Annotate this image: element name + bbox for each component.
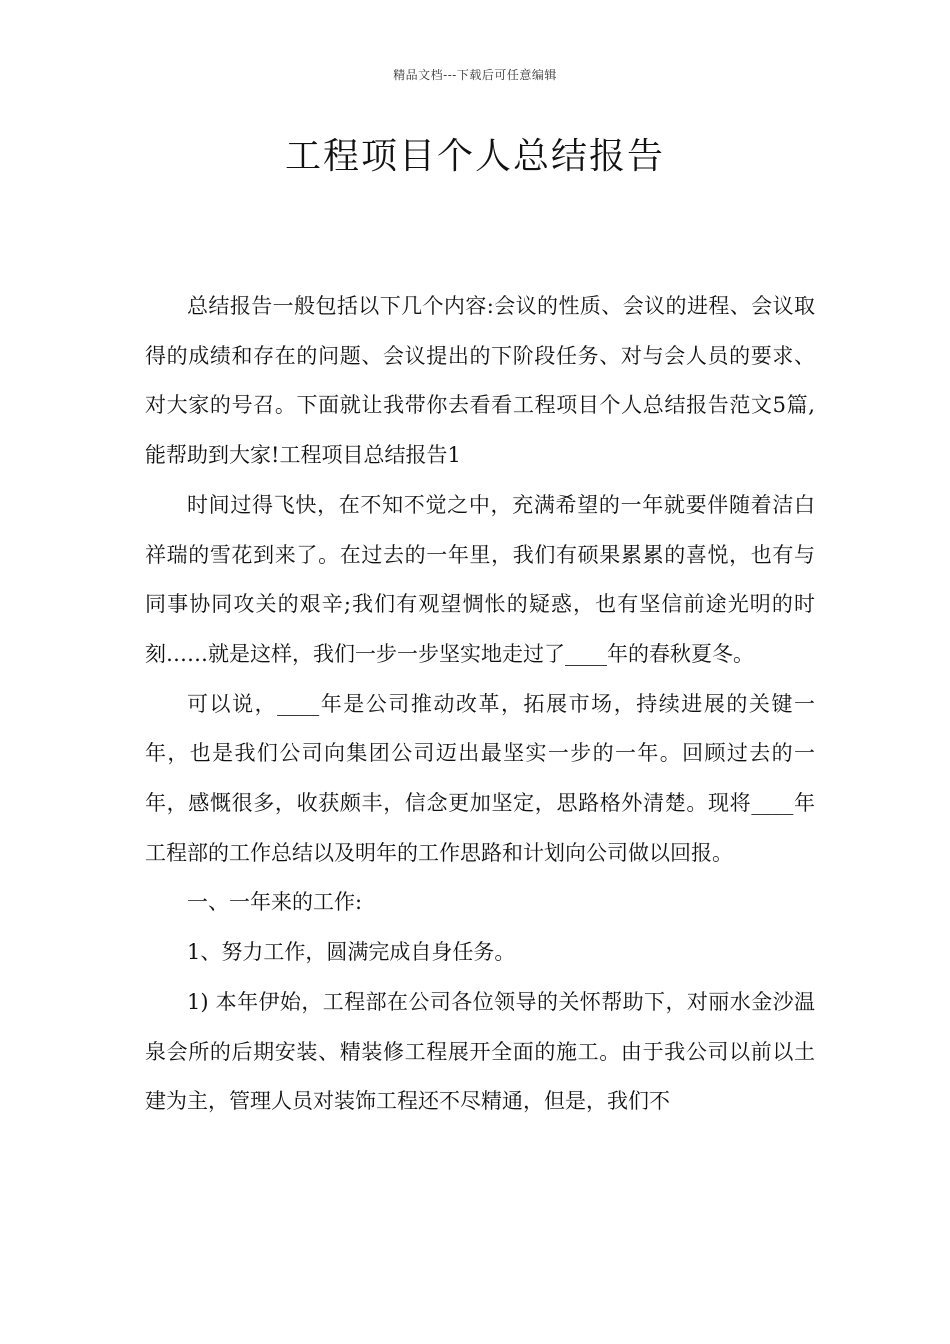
- paragraph-time: 时间过得飞快，在不知不觉之中，充满希望的一年就要伴随着洁白祥瑞的雪花到来了。在过去的一年里，我们有硕果累累的喜悦，也有与同事协同攻关的艰辛;我们有观望惆怅的疑惑，也有坚信前途光明的时刻……就是这样，我们一步一步坚实地走过了____年的春秋夏冬。: [145, 492, 815, 666]
- subsection-heading-tasks: 1、努力工作，圆满完成自身任务。: [187, 940, 516, 965]
- document-body: [145, 282, 815, 1127]
- page-header-note: 精品文档---下载后可任意编辑: [393, 68, 557, 82]
- paragraph-project-start: 1) 本年伊始，工程部在公司各位领导的关怀帮助下，对丽水金沙温泉会所的后期安装、精装修工程展开全面的施工。由于我公司以前以土建为主，管理人员对装饰工程还不尽精通，但是，我们不: [145, 989, 815, 1114]
- paragraph-intro: 总结报告一般包括以下几个内容:会议的性质、会议的进程、会议取得的成绩和存在的问题、会议提出的下阶段任务、对与会人员的要求、对大家的号召。下面就让我带你去看看工程项目个人总结报告范文5篇,能帮助到大家!工程项目总结报告1: [145, 294, 815, 468]
- paragraph-review: 可以说，____年是公司推动改革，拓展市场，持续进展的关键一年，也是我们公司向集团公司迈出最坚实一步的一年。回顾过去的一年，感慨很多，收获颇丰，信念更加坚定，思路格外清楚。现将____年工程部的工作总结以及明年的工作思路和计划向公司做以回报。: [145, 691, 815, 865]
- section-heading-work: 一、一年来的工作:: [187, 890, 363, 915]
- document-title: 工程项目个人总结报告: [284, 136, 665, 177]
